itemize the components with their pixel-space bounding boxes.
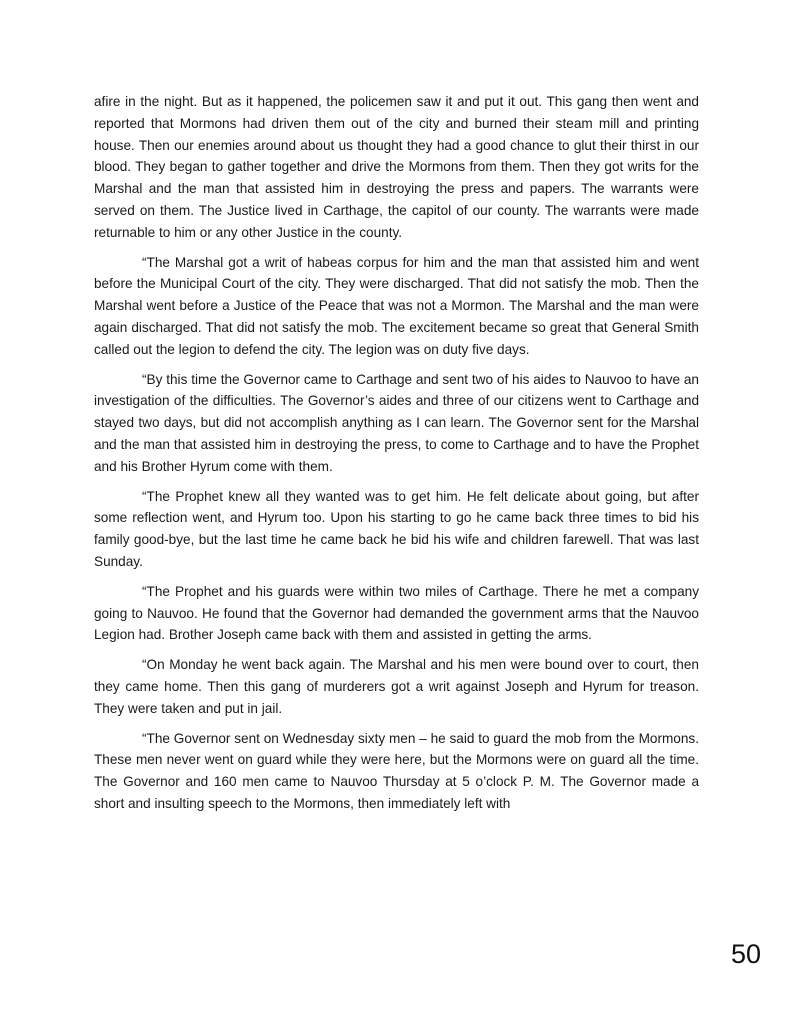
- paragraph-governor-nauvoo: “The Governor sent on Wednesday sixty men – he said to guard the mob from the Mormons. These men never went on guard while they were here, but the Mormons were on guard all the time. The Governor and 160 men came to Nauvoo Thursday at 5 o’clock P. M. The Governor made a short and insulting speech to the Mormons, then immediately left with: [94, 730, 699, 811]
- page-number: 50: [730, 939, 761, 969]
- paragraph-treason-writ: “On Monday he went back again. The Marshal and his men were bound over to court, then they came home. Then this gang of murderers got a writ against Joseph and Hyrum for treason. They were taken and put in jail.: [94, 657, 699, 716]
- document-body: [94, 91, 699, 823]
- paragraph-government-arms: “The Prophet and his guards were within two miles of Carthage. There he met a company going to Nauvoo. He found that the Governor had demanded the government arms that the Nauvoo Legion had. Brother Joseph came back with them and assisted in getting the arms.: [94, 583, 699, 643]
- paragraph-continued: afire in the night. But as it happened, the policemen saw it and put it out. This gang then went and reported that Mormons had driven them out of the city and burned their steam mill and printing house. Then our enemies around about us thought they had a good chance to glut their thirst in our blood. They began to gather together and drive the Mormons from them. Then they got writs for the Marshal and the man that assisted him in destroying the press and papers. The warrants were served on them. The Justice lived in Carthage, the capitol of our county. The warrants were made returnable to him or any other Justice in the county.: [94, 94, 699, 240]
- paragraph-prophet-departure: “The Prophet knew all they wanted was to get him. He felt delicate about going, but after some reflection went, and Hyrum too. Upon his starting to go he came back three times to bid his family good-bye, but the last time he came back he bid his wife and children farewell. That was last Sunday.: [94, 488, 699, 569]
- paragraph-governor-aides: “By this time the Governor came to Carthage and sent two of his aides to Nauvoo to have an investigation of the difficulties. The Governor’s aides and three of our citizens went to Carthage and stayed two days, but did not accomplish anything as I can learn. The Governor sent for the Marshal and the man that assisted him in destroying the press, to come to Carthage and to have the Prophet and his Brother Hyrum come with them.: [94, 371, 699, 474]
- paragraph-habeas-corpus: “The Marshal got a writ of habeas corpus for him and the man that assisted him and went before the Municipal Court of the city. They were discharged. That did not satisfy the mob. Then the Marshal went before a Justice of the Peace that was not a Mormon. The Marshal and the man were again discharged. That did not satisfy the mob. The excitement became so great that General Smith called out the legion to defend the city. The legion was on duty five days.: [94, 254, 699, 357]
